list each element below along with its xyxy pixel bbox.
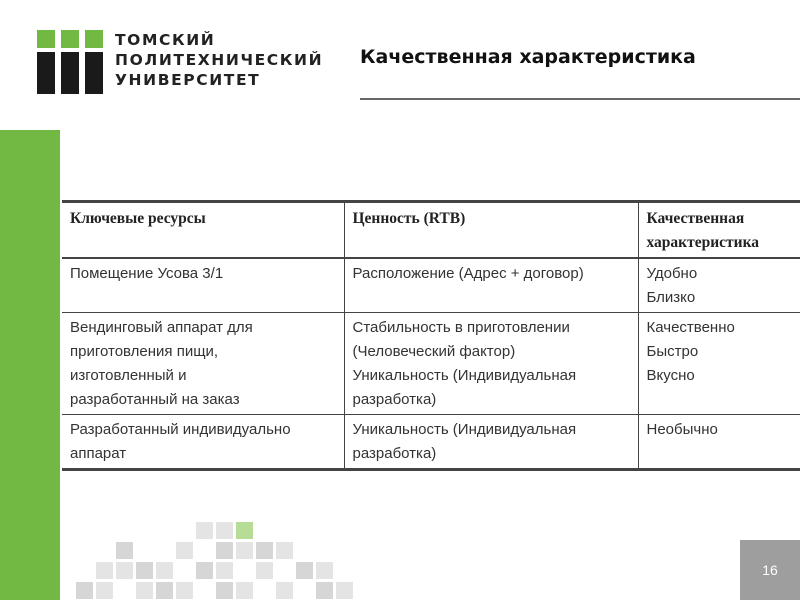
cell-text: Стабильность в приготовлении	[352, 319, 570, 336]
cell-quality	[638, 258, 800, 313]
table-header-row	[62, 202, 800, 259]
cell-text: разработка)	[352, 391, 437, 408]
cell-text: Быстро	[646, 343, 699, 360]
cell-text: приготовления пищи,	[70, 343, 219, 360]
header-value-rtb: Ценность (RTB)	[344, 202, 638, 259]
cell-text: разработка)	[352, 445, 437, 462]
cell-text: Удобно	[646, 265, 698, 282]
cell-text: Помещение Усова 3/1	[70, 265, 224, 282]
cell-value	[344, 258, 638, 313]
table-row	[62, 313, 800, 415]
cell-text: Качественно	[646, 319, 735, 336]
resources-table-container	[62, 200, 800, 471]
cell-resource	[62, 415, 344, 470]
cell-text: аппарат	[70, 445, 127, 462]
cell-text: разработанный на заказ	[70, 391, 240, 408]
slide-title: Качественная характеристика	[360, 46, 696, 68]
tpu-logo-icon	[37, 30, 107, 94]
table-row	[62, 415, 800, 470]
table-row	[62, 258, 800, 313]
cell-quality	[638, 313, 800, 415]
cell-text: Уникальность (Индивидуальная	[352, 367, 577, 384]
cell-value	[344, 313, 638, 415]
cell-resource	[62, 258, 344, 313]
cell-text: Расположение (Адрес + договор)	[352, 265, 584, 282]
logo-line-3: УНИВЕРСИТЕТ	[115, 71, 261, 89]
cell-text: Вендинговый аппарат для	[70, 319, 253, 336]
header-quality: Качественная характеристика	[638, 202, 800, 259]
cell-text: изготовленный и	[70, 367, 187, 384]
cell-text: Вкусно	[646, 367, 695, 384]
cell-text: Уникальность (Индивидуальная	[352, 421, 577, 438]
resources-table	[62, 200, 800, 471]
left-green-bar	[0, 130, 60, 600]
header-key-resources: Ключевые ресурсы	[62, 202, 344, 259]
logo-line-1: ТОМСКИЙ	[115, 31, 216, 49]
cell-text: Близко	[646, 289, 696, 306]
cell-text: Необычно	[646, 421, 718, 438]
cell-resource	[62, 313, 344, 415]
cell-text: Разработанный индивидуально	[70, 421, 291, 438]
page-number: 16	[762, 562, 778, 578]
university-name	[115, 30, 355, 90]
cell-value	[344, 415, 638, 470]
cell-quality	[638, 415, 800, 470]
logo-line-2: ПОЛИТЕХНИЧЕСКИЙ	[115, 51, 324, 69]
title-underline	[360, 98, 800, 100]
cell-text: (Человеческий фактор)	[352, 343, 516, 360]
page-number-box	[740, 540, 800, 600]
